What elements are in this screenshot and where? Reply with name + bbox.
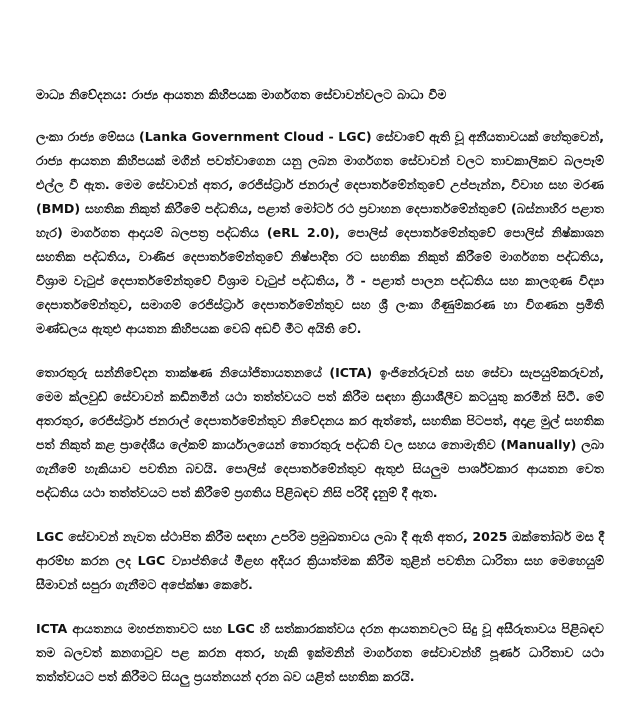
page-title: මාධ්‍ය නිවේදනය: රාජ්‍ය ආයතන කිහිපයක මාර්ගගත සේවාවන්වලට බාධා වීම: [36, 87, 447, 102]
paragraph-3: LGC සේවාවන් නැවත ස්ථාපිත කිරීම සඳහා උපරිම ප්‍රමුඛතාවය ලබා දී ඇති අතර, 2025 ඔක්තෝබර් මස දී ආරම්භ කරන ලද LGC ව්‍යාප්තියේ මීළඟ අදියර ක්‍රියාත්මක කිරීම තුළින් පවතින ධාරිතා සහ මෙහෙයුම් සීමාවන් සපුරා ගැනීමට අපේක්ෂා කෙරේ.: [36, 528, 604, 592]
paragraph-2: තොරතුරු සන්නිවේදන තාක්ෂණ නියෝජිතායතනයේ (ICTA) ඉංජිනේරුවන් සහ සේවා සැපයුම්කරුවන්, මෙම ක්ලවුඩ් සේවාවන් කඩිනමින් යථා තත්ත්වයට පත් කිරීම සඳහා ක්‍රියාශීලීව කටයුතු කරමින් සිටී. මේ අතරතුර, රෙජිස්ට්‍රාර් ජනරාල් දෙපාර්තමේන්තුව නිවේදනය කර ඇත්තේ, සහතික පිටපත්, අදාළ මුල් සහතික පත් නිකුත් කළ ප්‍රාදේශීය ලේකම් කාර්යාලයෙන් තොරතුරු පද්ධති වල සහය නොමැතිව (Manually) ලබා ගැනීමේ හැකියාව පවතින බවයි. පොලිස් දෙපාර්තමේන්තුව ඇතුළු සියලුම පාර්ශ්වකාර ආයතන වෙත පද්ධතිය යථා තත්ත්වයට පත් කිරීමේ ප්‍රගතිය පිළිබඳව නිසි පරිදි දැනුම් දී ඇත.: [36, 364, 604, 500]
paragraph-4: ICTA ආයතනය මහජනතාවට සහ LGC හි සත්කාරකත්වය දරන ආයතනවලට සිදු වූ අසීරුතාවය පිළිබඳව තම බලවත් කනගාටුව පළ කරන අතර, හැකි ඉක්මනින් මාර්ගගත සේවාවන්හි පූර්ණ ධාරිතාව යථා තත්ත්වයට පත් කිරීමට සියලු ප්‍රයත්නයන් දරන බව යළිත් සහතික කරයි.: [36, 620, 604, 684]
press-release-body: [36, 86, 604, 689]
paragraph-1: ලංකා රාජ්‍ය මේසය (Lanka Government Cloud - LGC) සේවාවේ ඇති වූ අනීයතාවයක් හේතුවෙන්, රාජ්‍ය ආයතන කිහිපයක් මගින් පවත්වාගෙන යනු ලබන මාර්ගගත සේවාවන් වලට තාවකාලිකව බලපෑම් එල්ල වී ඇත. මෙම සේවාවන් අතර, රෙජිස්ට්‍රාර් ජනරාල් දෙපාර්තමේන්තුවේ උප්පැන්න, විවාහ සහ මරණ (BMD) සහතික නිකුත් කිරීමේ පද්ධතිය, පළාත් මෝටර් රථ ප්‍රවාහන දෙපාර්තමේන්තුවේ (බස්නාහිර පළාත හැර) මාර්ගගත ආදායම් බලපත්‍ර පද්ධතිය (eRL 2.0), පොලිස් දෙපාර්තමේන්තුවේ පොලිස් නිෂ්කාශන සහතික පද්ධතිය, වාණිජ දෙපාර්තමේන්තුවේ නිෂ්පාදිත රට සහතික නිකුත් කිරීමේ මාර්ගගත පද්ධතිය, විශ්‍රාම වැටුප් දෙපාර්තමේන්තුවේ විශ්‍රාම වැටුප් පද්ධතිය, ඊ - පළාත් පාලන පද්ධතිය සහ කාලගුණ විද්‍යා දෙපාර්තමේන්තුව, සමාගම් රෙජිස්ට්‍රාර් දෙපාර්තමේන්තුව සහ ශ්‍රී ලංකා ගිණුම්කරණ හා විගණන ප්‍රමිති මණ්ඩලය ඇතුළු ආයතන කිහිපයක වෙබ් අඩවි මීට අයිති වේ.: [36, 128, 604, 336]
